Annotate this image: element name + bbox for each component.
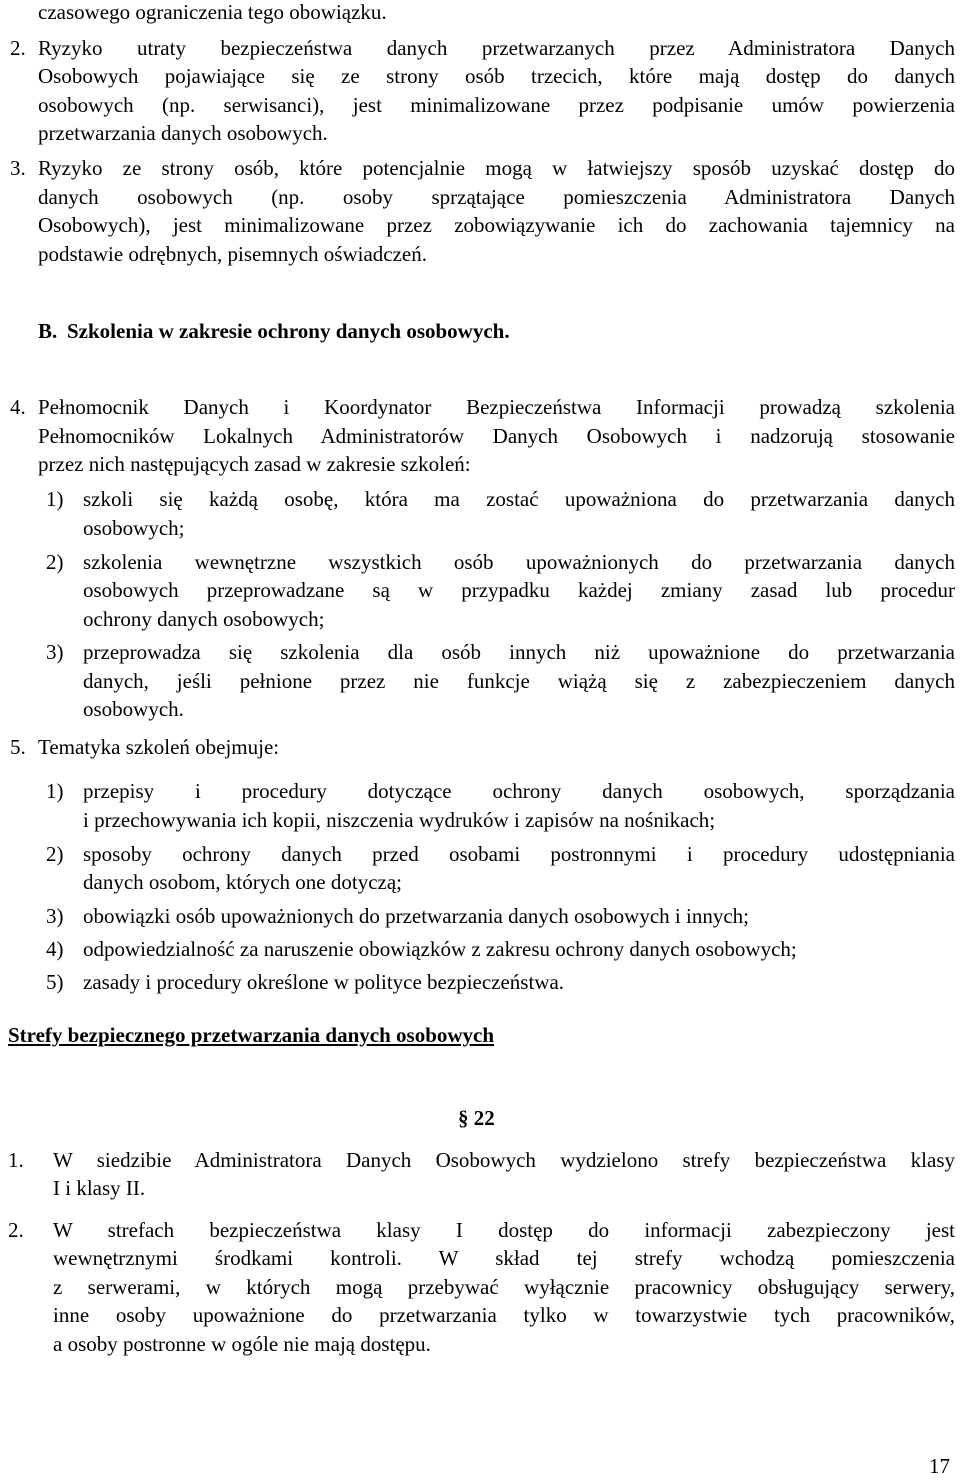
text-line: ochrony danych osobowych;: [83, 607, 325, 631]
text-line: zasady i procedury określone w polityce bezpieczeństwa.: [83, 970, 565, 994]
text-line: W strefach bezpieczeństwa klasy I dostęp do informacji zabezpieczony jest: [53, 1218, 955, 1242]
text-line: osobowych (np. serwisanci), jest minimalizowane przez podpisanie umów powierzenia: [38, 93, 955, 117]
subitem-number: 1): [46, 779, 64, 803]
text-line: obowiązki osób upoważnionych do przetwarzania danych osobowych i innych;: [83, 904, 749, 928]
item-number: 3.: [10, 156, 26, 180]
subitem-number: 1): [46, 487, 64, 511]
text-line: przeprowadza się szkolenia dla osób innych niż upoważnione do przetwarzania: [83, 640, 955, 664]
subitem-number: 4): [46, 937, 64, 961]
text-line: i przechowywania ich kopii, niszczenia wydruków i zapisów na nośnikach;: [83, 808, 716, 832]
zones-heading: Strefy bezpiecznego przetwarzania danych osobowych: [8, 1023, 495, 1047]
paragraph-mark: § 22: [458, 1106, 495, 1130]
text-line: W siedzibie Administratora Danych Osobowych wydzielono strefy bezpieczeństwa klasy: [53, 1148, 955, 1172]
text-line: szkolenia wewnętrzne wszystkich osób upoważnionych do przetwarzania danych: [83, 550, 955, 574]
text-line: odpowiedzialność za naruszenie obowiązków z zakresu ochrony danych osobowych;: [83, 937, 797, 961]
item-number: 5.: [10, 735, 26, 759]
text-line: danych osobowych (np. osoby sprzątające pomieszczenia Administratora Danych: [38, 185, 955, 209]
text-line: przetwarzania danych osobowych.: [38, 121, 328, 145]
subitem-number: 3): [46, 640, 64, 664]
text-line: I i klasy II.: [53, 1176, 146, 1200]
subitem-number: 2): [46, 550, 64, 574]
text-line: Tematyka szkoleń obejmuje:: [38, 735, 280, 759]
text-line: osobowych.: [83, 697, 184, 721]
item-number: 4.: [10, 395, 26, 419]
text-line: przepisy i procedury dotyczące ochrony danych osobowych, sporządzania: [83, 779, 955, 803]
text-line: szkoli się każdą osobę, która ma zostać upoważniona do przetwarzania danych: [83, 487, 955, 511]
item-number: 2.: [10, 36, 26, 60]
text-line: przez nich następujących zasad w zakresie szkoleń:: [38, 452, 471, 476]
subitem-number: 2): [46, 842, 64, 866]
text-line: Pełnomocników Lokalnych Administratorów Danych Osobowych i nadzorują stosowanie: [38, 424, 955, 448]
subitem-number: 3): [46, 904, 64, 928]
text-line: Osobowych), jest minimalizowane przez zobowiązywanie ich do zachowania tajemnicy na: [38, 213, 955, 237]
text-line: osobowych przeprowadzane są w przypadku każdej zmiany zasad lub procedur: [83, 578, 955, 602]
text-line: wewnętrznymi środkami kontroli. W skład tej strefy wchodzą pomieszczenia: [53, 1246, 955, 1270]
text-line: osobowych;: [83, 516, 185, 540]
text-line: Pełnomocnik Danych i Koordynator Bezpieczeństwa Informacji prowadzą szkolenia: [38, 395, 955, 419]
text-line: Ryzyko ze strony osób, które potencjalnie mogą w łatwiejszy sposób uzyskać dostęp do: [38, 156, 955, 180]
text-line: podstawie odrębnych, pisemnych oświadczeń.: [38, 242, 427, 266]
text-line: a osoby postronne w ogóle nie mają dostępu.: [53, 1332, 431, 1356]
text-line: z serwerami, w których mogą przebywać wyłącznie pracownicy obsługujący serwery,: [53, 1275, 955, 1299]
intro-tail-line: czasowego ograniczenia tego obowiązku.: [38, 0, 387, 24]
section-letter: B.: [38, 319, 58, 343]
section-title: Szkolenia w zakresie ochrony danych osobowych.: [67, 319, 510, 343]
text-line: Ryzyko utraty bezpieczeństwa danych przetwarzanych przez Administratora Danych: [38, 36, 955, 60]
subitem-number: 5): [46, 970, 64, 994]
text-line: inne osoby upoważnione do przetwarzania tylko w towarzystwie tych pracowników,: [53, 1303, 955, 1327]
item-number: 2.: [8, 1218, 24, 1242]
item-number: 1.: [8, 1148, 24, 1172]
page-number: 17: [929, 1454, 950, 1478]
text-line: danych osobom, których one dotyczą;: [83, 870, 402, 894]
text-line: Osobowych pojawiające się ze strony osób trzecich, które mają dostęp do danych: [38, 64, 955, 88]
text-line: danych, jeśli pełnione przez nie funkcje wiążą się z zabezpieczeniem danych: [83, 669, 955, 693]
text-line: sposoby ochrony danych przed osobami postronnymi i procedury udostępniania: [83, 842, 955, 866]
